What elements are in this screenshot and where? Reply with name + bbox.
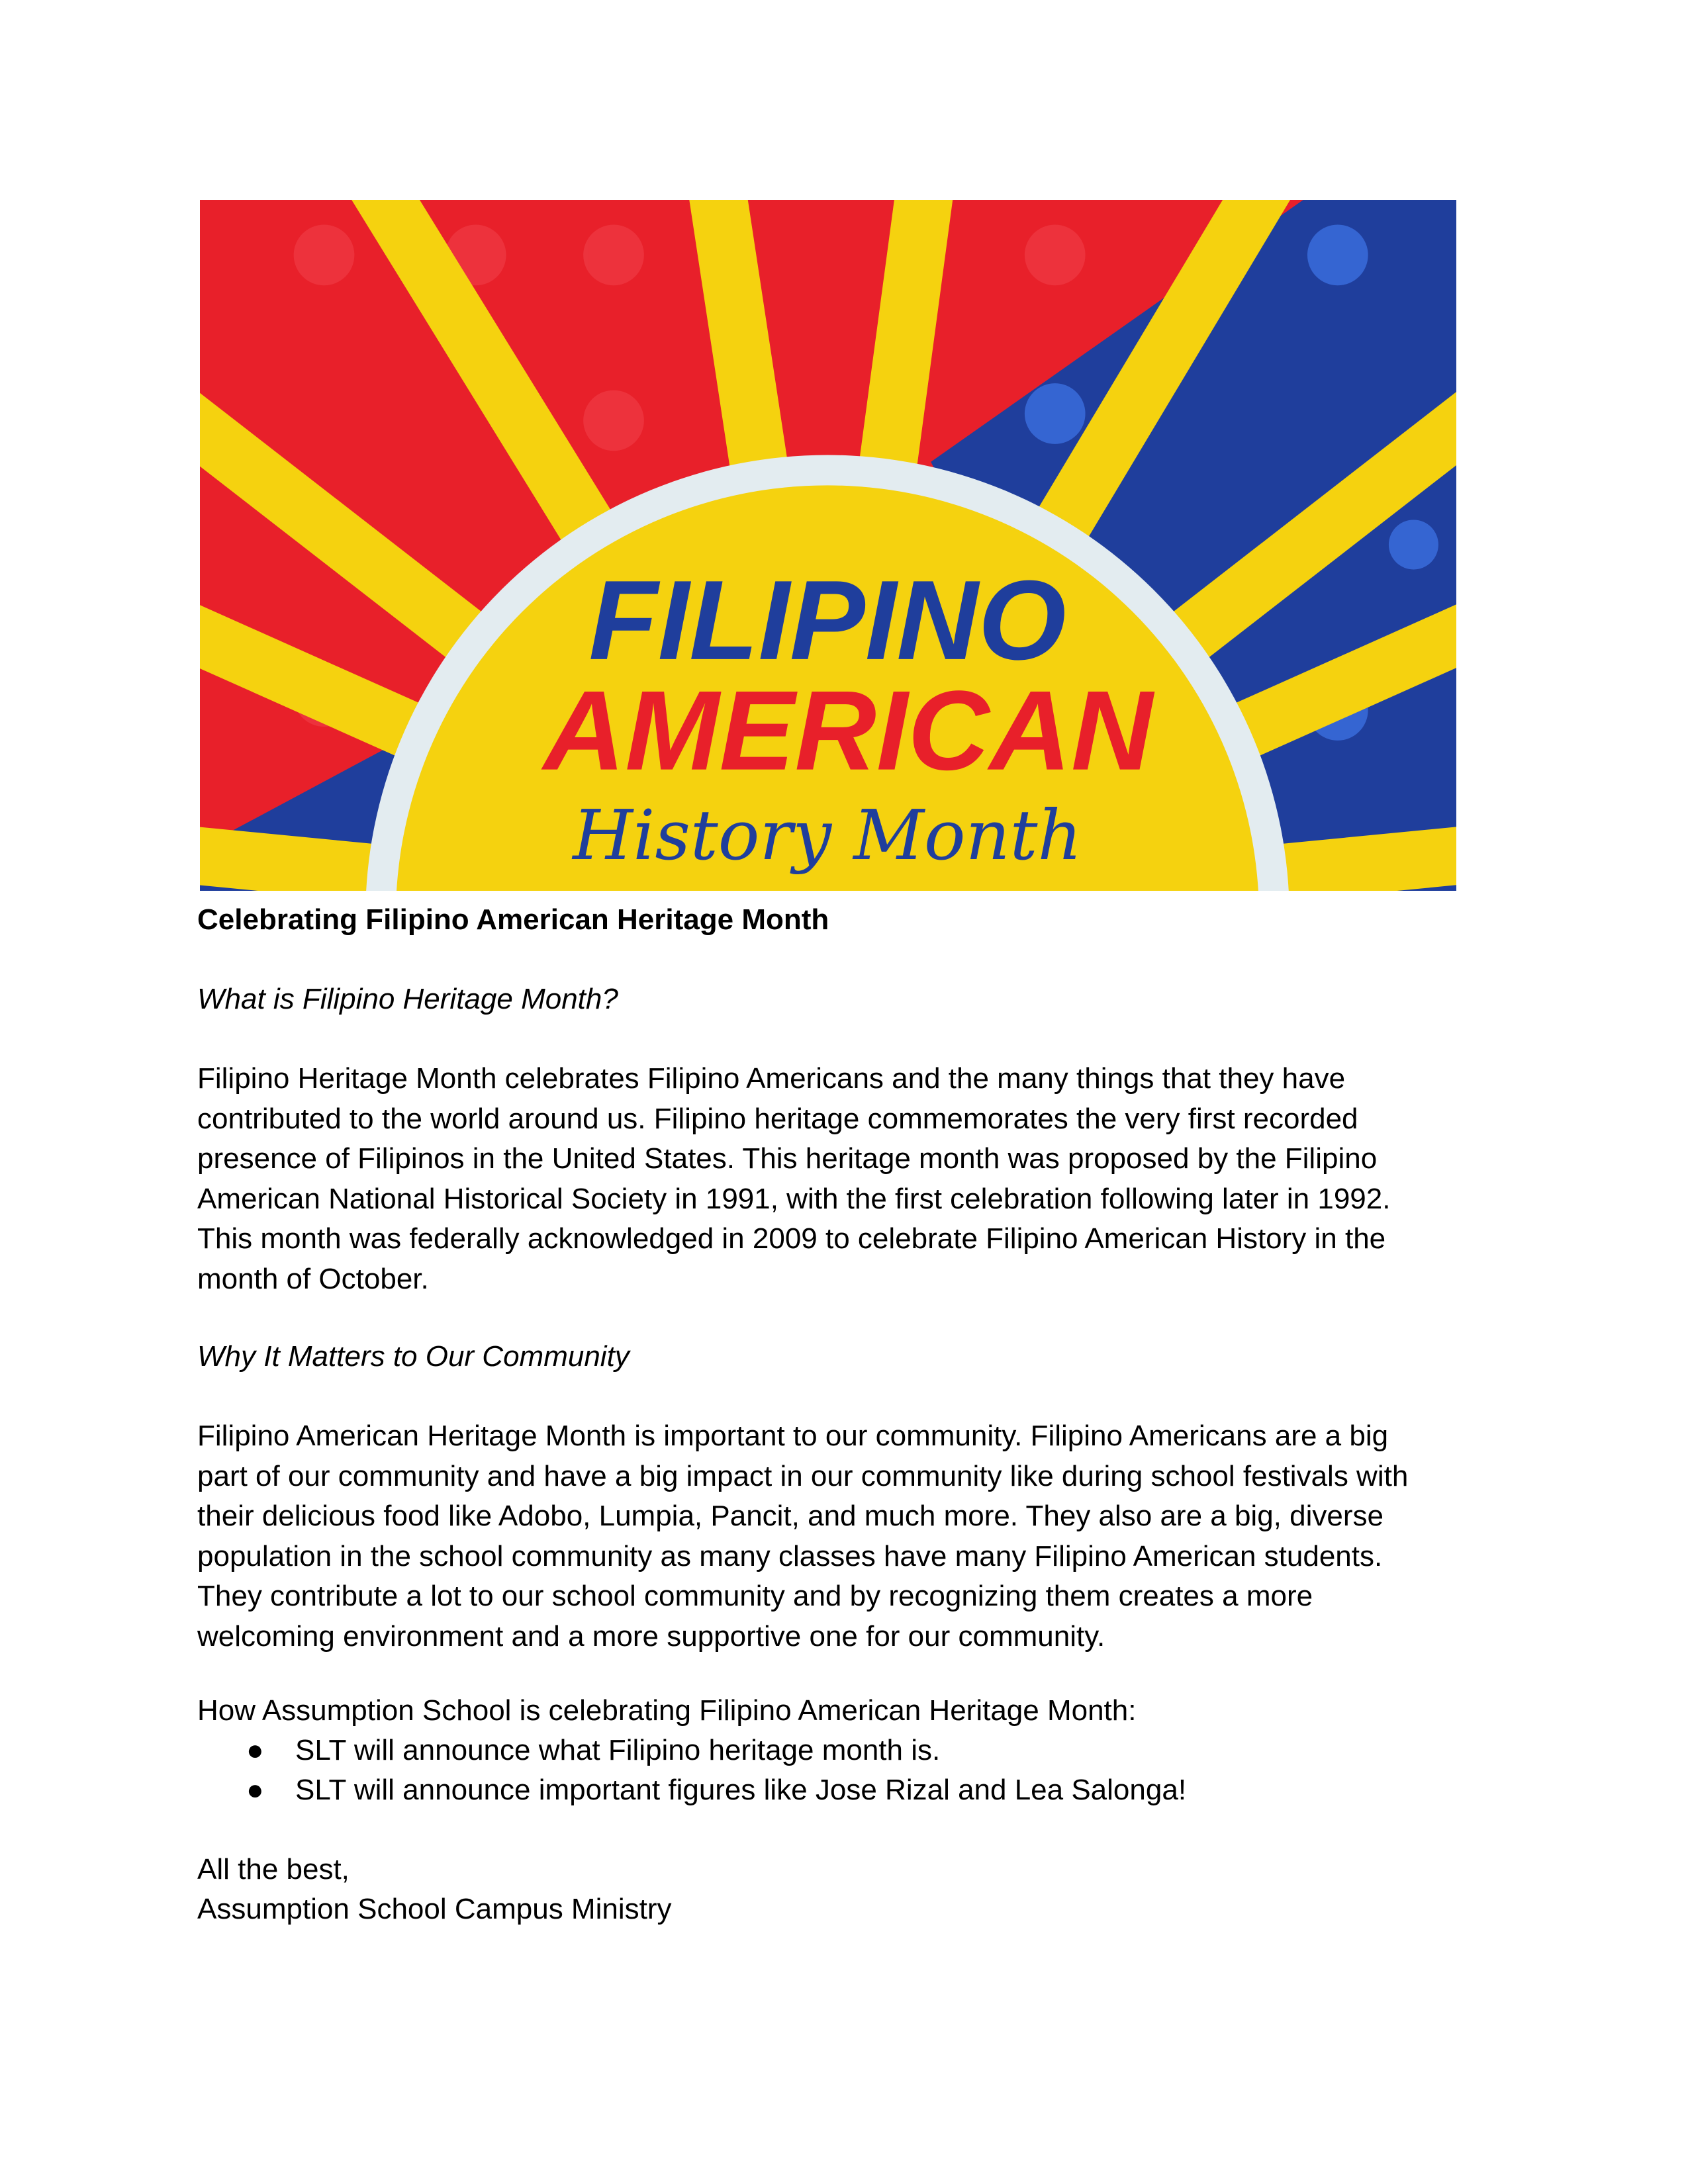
paragraph-line: They contribute a lot to our school community and by recognizing them creates a more <box>197 1580 1313 1612</box>
paragraph-line: part of our community and have a big impact in our community like during school festivals with <box>197 1459 1409 1492</box>
banner-line-american: AMERICAN <box>543 667 1153 794</box>
section-heading-why-it-matters: Why It Matters to Our Community <box>197 1340 630 1373</box>
closing-signoff: All the best, <box>197 1853 350 1886</box>
section-heading-what-is: What is Filipino Heritage Month? <box>197 983 618 1015</box>
paragraph-line: Filipino Heritage Month celebrates Filipino Americans and the many things that they have <box>197 1062 1346 1095</box>
filipino-american-history-month-banner <box>200 200 1456 891</box>
page-title: Celebrating Filipino American Heritage Month <box>197 903 829 936</box>
list-item <box>246 1770 1186 1810</box>
list-item-text: SLT will announce important figures like Jose Rizal and Lea Salonga! <box>295 1774 1187 1806</box>
paragraph-line: population in the school community as many classes have many Filipino American students. <box>197 1539 1383 1572</box>
paragraph-line: contributed to the world around us. Filipino heritage commemorates the very first recorded <box>197 1102 1358 1135</box>
paragraph-line: presence of Filipinos in the United States. This heritage month was proposed by the Filipino <box>197 1142 1378 1175</box>
list-item-text: SLT will announce what Filipino heritage month is. <box>295 1734 941 1766</box>
banner-line-history-month: History Month <box>573 795 1082 876</box>
paragraph-line: Filipino American Heritage Month is important to our community. Filipino Americans are a big <box>197 1420 1389 1452</box>
celebration-intro: How Assumption School is celebrating Filipino American Heritage Month: <box>197 1694 1137 1727</box>
list-item <box>246 1731 940 1770</box>
bullet-icon: ● <box>246 1734 264 1766</box>
paragraph-line: American National Historical Society in 1991, with the first celebration following later in 1992. <box>197 1182 1391 1215</box>
closing-signature: Assumption School Campus Ministry <box>197 1893 672 1925</box>
paragraph-line: welcoming environment and a more supportive one for our community. <box>197 1619 1105 1653</box>
banner-line-filipino: FILIPINO <box>588 557 1066 684</box>
bullet-icon: ● <box>246 1774 264 1806</box>
paragraph-what-is <box>197 1059 1495 1299</box>
paragraph-line: This month was federally acknowledged in 2009 to celebrate Filipino American History in the <box>197 1222 1386 1255</box>
paragraph-line: month of October. <box>197 1262 429 1295</box>
paragraph-why-it-matters <box>197 1416 1495 1657</box>
paragraph-line: their delicious food like Adobo, Lumpia, Pancit, and much more. They also are a big, diverse <box>197 1500 1383 1532</box>
